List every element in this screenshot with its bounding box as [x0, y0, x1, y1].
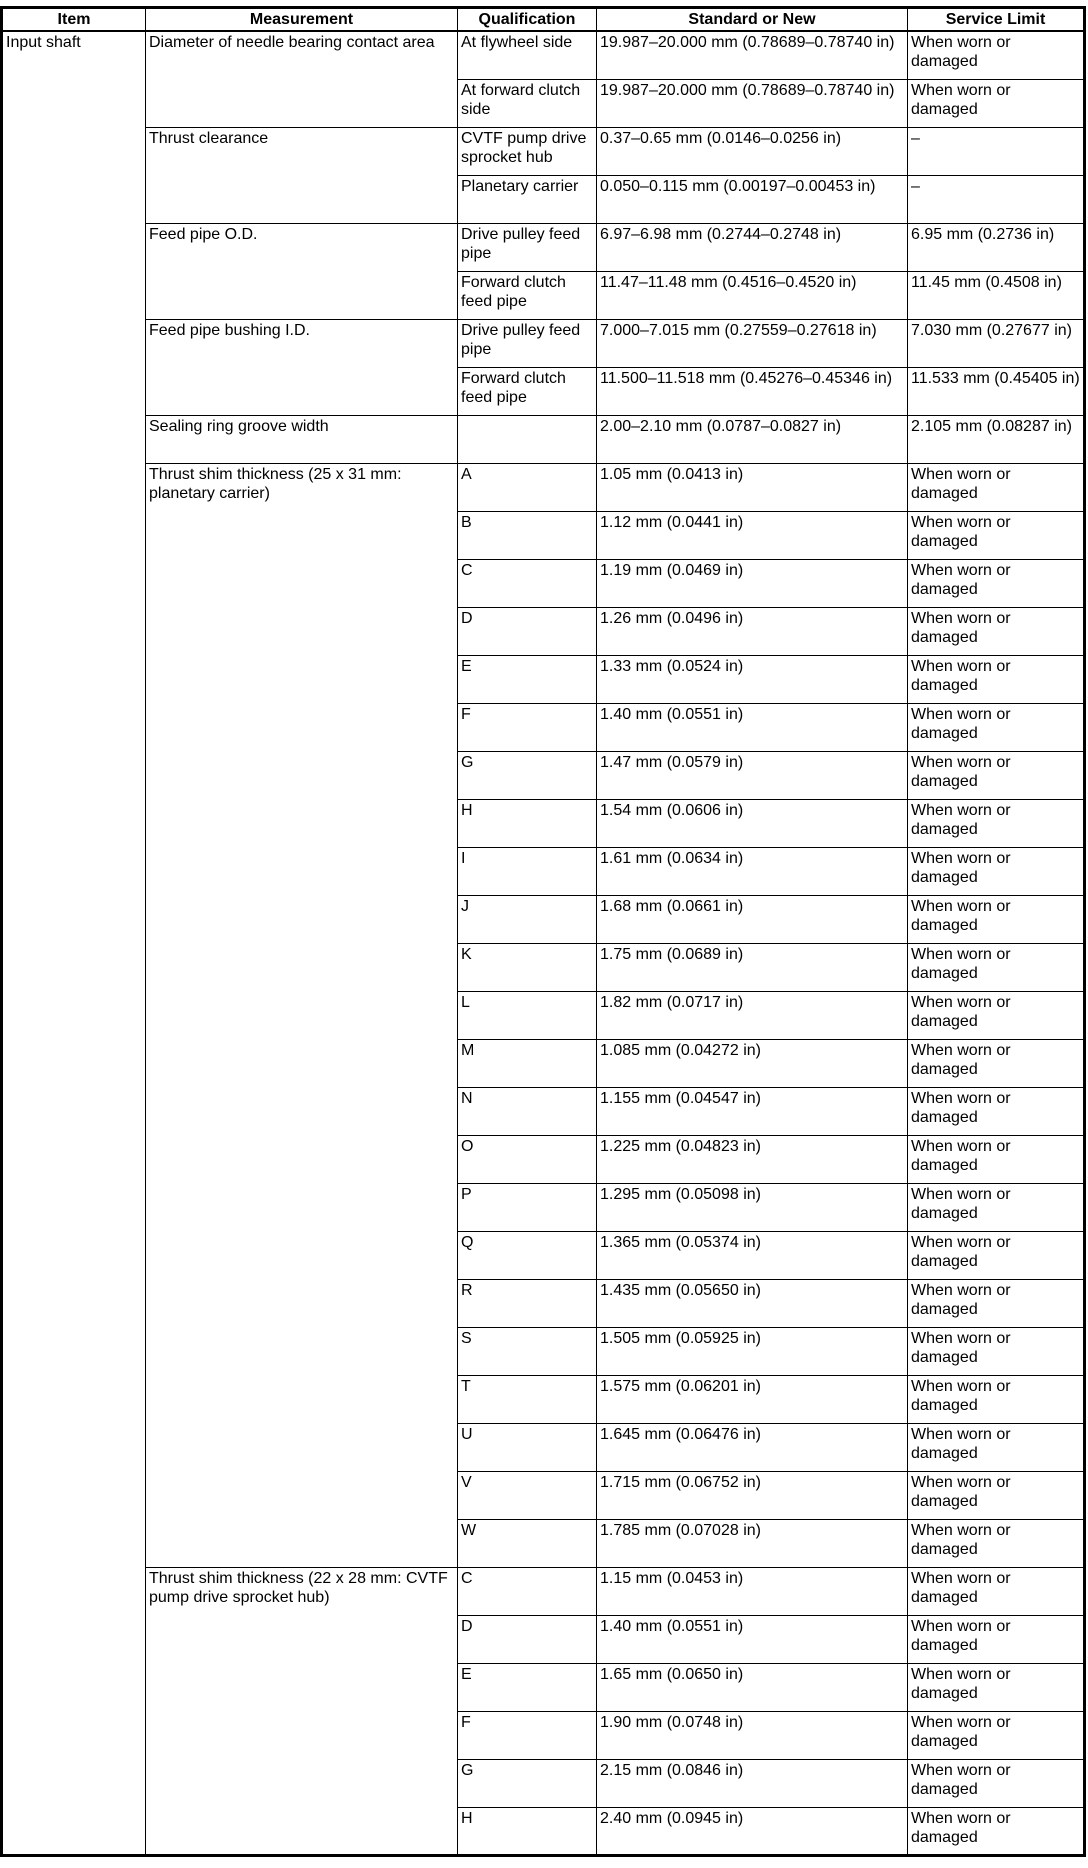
standard-cell: 1.40 mm (0.0551 in) — [597, 703, 908, 751]
standard-cell: 1.15 mm (0.0453 in) — [597, 1567, 908, 1615]
measurement-cell: Thrust clearance — [146, 127, 458, 223]
qualification-cell: G — [458, 751, 597, 799]
qualification-cell: Forward clutch feed pipe — [458, 367, 597, 415]
table-row — [2, 415, 1085, 463]
qualification-cell: V — [458, 1471, 597, 1519]
service-limit-cell: When worn or damaged — [908, 1615, 1085, 1663]
item-cell: Input shaft — [2, 31, 146, 1855]
service-limit-cell: When worn or damaged — [908, 847, 1085, 895]
header-row — [2, 8, 1085, 32]
qualification-cell: Drive pulley feed pipe — [458, 319, 597, 367]
standard-cell: 1.12 mm (0.0441 in) — [597, 511, 908, 559]
standard-cell: 11.500–11.518 mm (0.45276–0.45346 in) — [597, 367, 908, 415]
qualification-cell: D — [458, 607, 597, 655]
qualification-cell: B — [458, 511, 597, 559]
qualification-cell: A — [458, 463, 597, 511]
standard-cell: 1.33 mm (0.0524 in) — [597, 655, 908, 703]
qualification-cell: F — [458, 1711, 597, 1759]
standard-cell: 0.050–0.115 mm (0.00197–0.00453 in) — [597, 175, 908, 223]
standard-cell: 1.365 mm (0.05374 in) — [597, 1231, 908, 1279]
service-limit-cell: When worn or damaged — [908, 463, 1085, 511]
header-item: Item — [2, 8, 146, 32]
service-limit-cell: When worn or damaged — [908, 943, 1085, 991]
standard-cell: 1.505 mm (0.05925 in) — [597, 1327, 908, 1375]
standard-cell: 1.82 mm (0.0717 in) — [597, 991, 908, 1039]
service-limit-cell: – — [908, 127, 1085, 175]
service-limit-cell: When worn or damaged — [908, 1759, 1085, 1807]
standard-cell: 1.785 mm (0.07028 in) — [597, 1519, 908, 1567]
qualification-cell: N — [458, 1087, 597, 1135]
service-limit-cell: When worn or damaged — [908, 79, 1085, 127]
service-limit-cell: When worn or damaged — [908, 1471, 1085, 1519]
qualification-cell: K — [458, 943, 597, 991]
service-limit-cell: When worn or damaged — [908, 703, 1085, 751]
standard-cell: 0.37–0.65 mm (0.0146–0.0256 in) — [597, 127, 908, 175]
service-limit-cell: 2.105 mm (0.08287 in) — [908, 415, 1085, 463]
measurement-cell: Thrust shim thickness (22 x 28 mm: CVTF pump drive sprocket hub) — [146, 1567, 458, 1855]
standard-cell: 1.715 mm (0.06752 in) — [597, 1471, 908, 1519]
qualification-cell: Drive pulley feed pipe — [458, 223, 597, 271]
qualification-cell: At flywheel side — [458, 31, 597, 79]
service-limit-cell: When worn or damaged — [908, 1711, 1085, 1759]
qualification-cell: H — [458, 1807, 597, 1855]
service-limit-cell: When worn or damaged — [908, 1039, 1085, 1087]
qualification-cell: H — [458, 799, 597, 847]
service-limit-cell: When worn or damaged — [908, 1567, 1085, 1615]
measurement-cell: Feed pipe bushing I.D. — [146, 319, 458, 415]
service-limit-cell: When worn or damaged — [908, 799, 1085, 847]
standard-cell: 19.987–20.000 mm (0.78689–0.78740 in) — [597, 31, 908, 79]
qualification-cell: F — [458, 703, 597, 751]
spec-body — [2, 31, 1085, 1855]
standard-cell: 1.47 mm (0.0579 in) — [597, 751, 908, 799]
service-limit-cell: 11.45 mm (0.4508 in) — [908, 271, 1085, 319]
qualification-cell: E — [458, 655, 597, 703]
measurement-cell: Feed pipe O.D. — [146, 223, 458, 319]
standard-cell: 7.000–7.015 mm (0.27559–0.27618 in) — [597, 319, 908, 367]
service-limit-cell: When worn or damaged — [908, 559, 1085, 607]
qualification-cell: At forward clutch side — [458, 79, 597, 127]
table-row — [2, 223, 1085, 271]
service-limit-cell: When worn or damaged — [908, 1519, 1085, 1567]
standard-cell: 19.987–20.000 mm (0.78689–0.78740 in) — [597, 79, 908, 127]
qualification-cell: C — [458, 559, 597, 607]
standard-cell: 2.40 mm (0.0945 in) — [597, 1807, 908, 1855]
qualification-cell: Q — [458, 1231, 597, 1279]
service-limit-cell: When worn or damaged — [908, 1183, 1085, 1231]
standard-cell: 6.97–6.98 mm (0.2744–0.2748 in) — [597, 223, 908, 271]
standard-cell: 1.575 mm (0.06201 in) — [597, 1375, 908, 1423]
qualification-cell: G — [458, 1759, 597, 1807]
standard-cell: 1.40 mm (0.0551 in) — [597, 1615, 908, 1663]
standard-cell: 1.26 mm (0.0496 in) — [597, 607, 908, 655]
header-service-limit: Service Limit — [908, 8, 1085, 32]
standard-cell: 1.65 mm (0.0650 in) — [597, 1663, 908, 1711]
measurement-cell: Diameter of needle bearing contact area — [146, 31, 458, 127]
service-limit-cell: When worn or damaged — [908, 1279, 1085, 1327]
standard-cell: 1.61 mm (0.0634 in) — [597, 847, 908, 895]
service-limit-cell: When worn or damaged — [908, 1231, 1085, 1279]
service-limit-cell: When worn or damaged — [908, 1327, 1085, 1375]
standard-cell: 2.00–2.10 mm (0.0787–0.0827 in) — [597, 415, 908, 463]
standard-cell: 1.645 mm (0.06476 in) — [597, 1423, 908, 1471]
service-limit-cell: When worn or damaged — [908, 655, 1085, 703]
qualification-cell: L — [458, 991, 597, 1039]
measurement-cell: Thrust shim thickness (25 x 31 mm: planetary carrier) — [146, 463, 458, 1567]
standard-cell: 1.54 mm (0.0606 in) — [597, 799, 908, 847]
service-limit-cell: When worn or damaged — [908, 1135, 1085, 1183]
service-limit-cell: When worn or damaged — [908, 511, 1085, 559]
standard-cell: 1.295 mm (0.05098 in) — [597, 1183, 908, 1231]
measurement-cell: Sealing ring groove width — [146, 415, 458, 463]
qualification-cell: E — [458, 1663, 597, 1711]
table-row — [2, 463, 1085, 511]
qualification-cell: S — [458, 1327, 597, 1375]
standard-cell: 1.90 mm (0.0748 in) — [597, 1711, 908, 1759]
service-limit-cell: When worn or damaged — [908, 607, 1085, 655]
service-limit-cell: When worn or damaged — [908, 1663, 1085, 1711]
standard-cell: 1.225 mm (0.04823 in) — [597, 1135, 908, 1183]
service-limit-cell: When worn or damaged — [908, 31, 1085, 79]
service-limit-cell: When worn or damaged — [908, 1807, 1085, 1855]
qualification-cell: CVTF pump drive sprocket hub — [458, 127, 597, 175]
spec-table — [0, 6, 1086, 1857]
table-row — [2, 127, 1085, 175]
qualification-cell: R — [458, 1279, 597, 1327]
standard-cell: 1.155 mm (0.04547 in) — [597, 1087, 908, 1135]
qualification-cell: W — [458, 1519, 597, 1567]
standard-cell: 1.435 mm (0.05650 in) — [597, 1279, 908, 1327]
service-limit-cell: 7.030 mm (0.27677 in) — [908, 319, 1085, 367]
qualification-cell: Forward clutch feed pipe — [458, 271, 597, 319]
service-limit-cell: When worn or damaged — [908, 1423, 1085, 1471]
service-limit-cell: When worn or damaged — [908, 991, 1085, 1039]
qualification-cell: T — [458, 1375, 597, 1423]
standard-cell: 2.15 mm (0.0846 in) — [597, 1759, 908, 1807]
header-measurement: Measurement — [146, 8, 458, 32]
service-limit-cell: 6.95 mm (0.2736 in) — [908, 223, 1085, 271]
standard-cell: 1.68 mm (0.0661 in) — [597, 895, 908, 943]
service-limit-cell: When worn or damaged — [908, 1375, 1085, 1423]
qualification-cell: O — [458, 1135, 597, 1183]
qualification-cell: C — [458, 1567, 597, 1615]
header-qualification: Qualification — [458, 8, 597, 32]
qualification-cell — [458, 415, 597, 463]
qualification-cell: U — [458, 1423, 597, 1471]
service-limit-cell: When worn or damaged — [908, 895, 1085, 943]
standard-cell: 1.75 mm (0.0689 in) — [597, 943, 908, 991]
header-standard: Standard or New — [597, 8, 908, 32]
table-row — [2, 1567, 1085, 1615]
qualification-cell: Planetary carrier — [458, 175, 597, 223]
service-limit-cell: – — [908, 175, 1085, 223]
qualification-cell: D — [458, 1615, 597, 1663]
qualification-cell: I — [458, 847, 597, 895]
standard-cell: 11.47–11.48 mm (0.4516–0.4520 in) — [597, 271, 908, 319]
standard-cell: 1.085 mm (0.04272 in) — [597, 1039, 908, 1087]
qualification-cell: P — [458, 1183, 597, 1231]
table-row — [2, 31, 1085, 79]
service-limit-cell: When worn or damaged — [908, 1087, 1085, 1135]
standard-cell: 1.19 mm (0.0469 in) — [597, 559, 908, 607]
standard-cell: 1.05 mm (0.0413 in) — [597, 463, 908, 511]
qualification-cell: M — [458, 1039, 597, 1087]
table-row — [2, 319, 1085, 367]
service-limit-cell: When worn or damaged — [908, 751, 1085, 799]
qualification-cell: J — [458, 895, 597, 943]
service-limit-cell: 11.533 mm (0.45405 in) — [908, 367, 1085, 415]
